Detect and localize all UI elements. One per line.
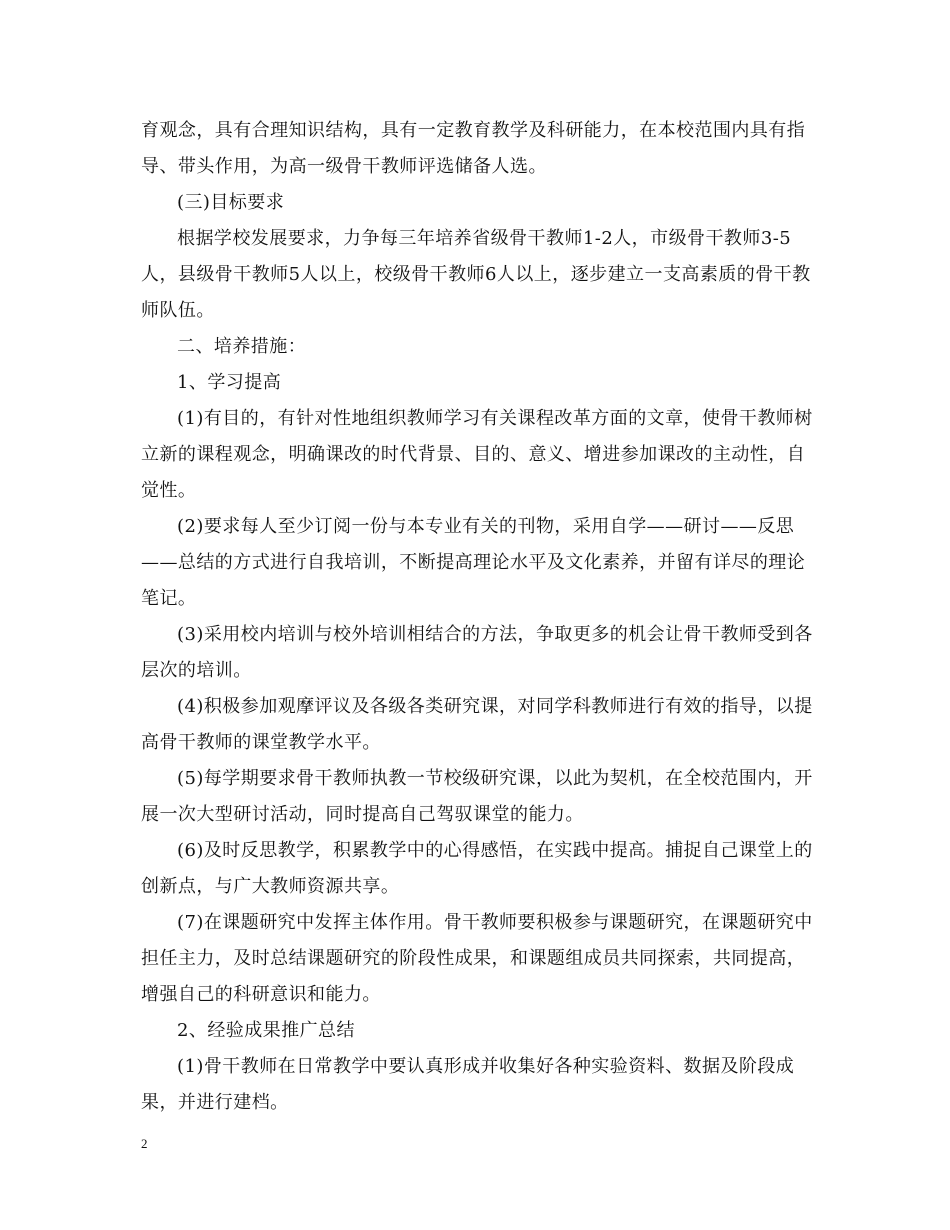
numbered-paragraph: (3)采用校内培训与校外培训相结合的方法，争取更多的机会让骨干教师受到各层次的培训。 bbox=[141, 624, 813, 681]
numbered-paragraph: (2)要求每人至少订阅一份与本专业有关的刊物，采用自学——研讨——反思——总结的方式进行自我培训，不断提高理论水平及文化素养，并留有详尽的理论笔记。 bbox=[141, 516, 806, 609]
section-heading: 二、培养措施： bbox=[177, 336, 307, 357]
numbered-paragraph: (4)积极参加观摩评议及各级各类研究课，对同学科教师进行有效的指导，以提高骨干教师的课堂教学水平。 bbox=[141, 696, 813, 753]
numbered-paragraph: (5)每学期要求骨干教师执教一节校级研究课，以此为契机，在全校范围内，开展一次大型研讨活动，同时提高自己驾驭课堂的能力。 bbox=[141, 768, 813, 825]
subsection-heading: 2、经验成果推广总结 bbox=[177, 1020, 355, 1041]
paragraph: 育观念，具有合理知识结构，具有一定教育教学及科研能力，在本校范围内具有指导、带头作用，为高一级骨干教师评选储备人选。 bbox=[141, 120, 806, 177]
paragraph: 根据学校发展要求，力争每三年培养省级骨干教师1-2人，市级骨干教师3-5人，县级骨干教师5人以上，校级骨干教师6人以上，逐步建立一支高素质的骨干教师队伍。 bbox=[141, 228, 811, 321]
document-body bbox=[141, 113, 813, 1121]
numbered-paragraph: (1)骨干教师在日常教学中要认真形成并收集好各种实验资料、数据及阶段成果，并进行建档。 bbox=[141, 1056, 795, 1113]
section-heading: (三)目标要求 bbox=[177, 192, 285, 213]
page-number: 2 bbox=[141, 1136, 148, 1151]
numbered-paragraph: (7)在课题研究中发挥主体作用。骨干教师要积极参与课题研究，在课题研究中担任主力，及时总结课题研究的阶段性成果，和课题组成员共同探索，共同提高，增强自己的科研意识和能力。 bbox=[141, 912, 813, 1005]
subsection-heading: 1、学习提高 bbox=[177, 372, 282, 393]
numbered-paragraph: (6)及时反思教学，积累教学中的心得感悟，在实践中提高。捕捉自己课堂上的创新点，与广大教师资源共享。 bbox=[141, 840, 813, 897]
numbered-paragraph: (1)有目的，有针对性地组织教师学习有关课程改革方面的文章，使骨干教师树立新的课程观念，明确课改的时代背景、目的、意义、增进参加课改的主动性，自觉性。 bbox=[141, 408, 813, 501]
